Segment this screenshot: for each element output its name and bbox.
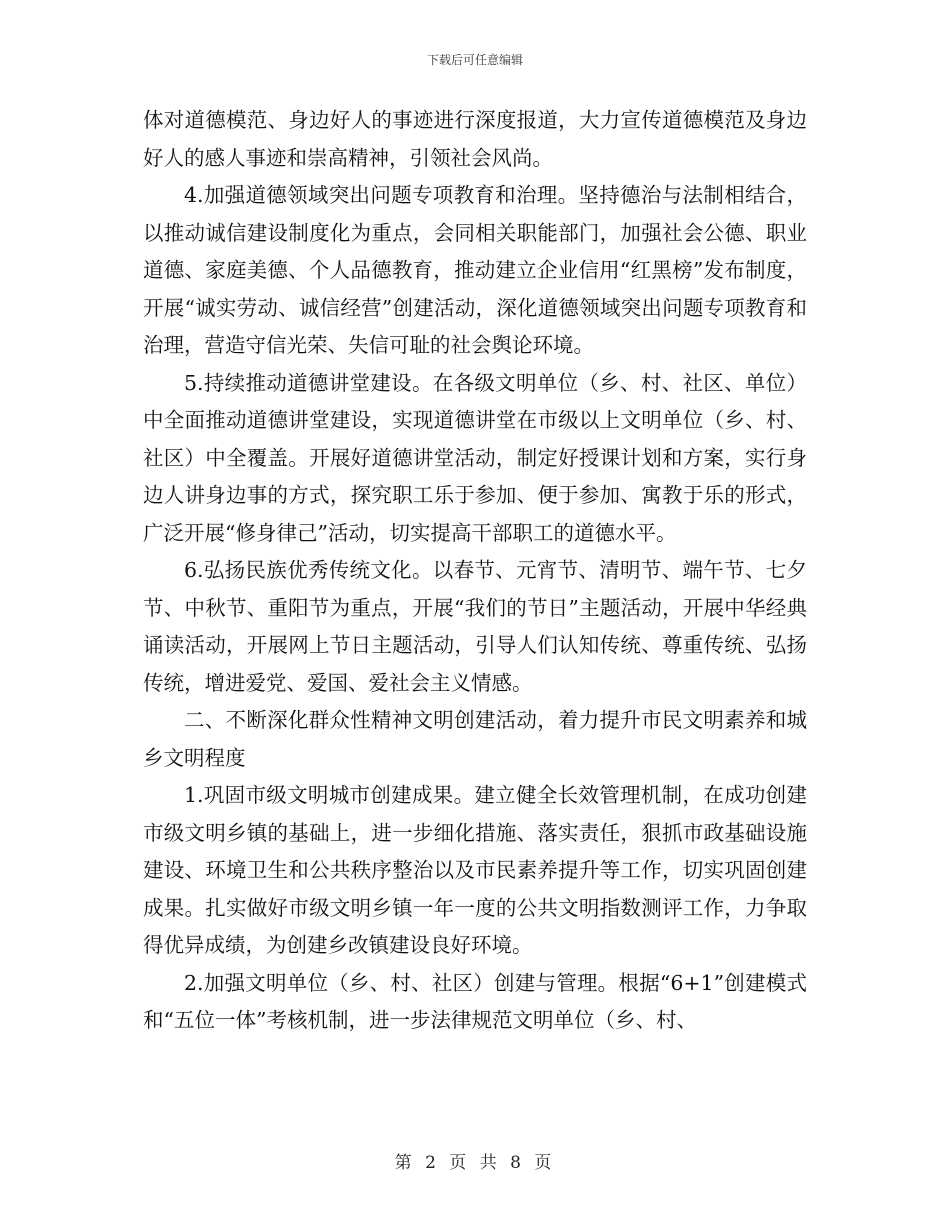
paragraph-section2-item-2: 2.加强文明单位（乡、村、社区）创建与管理。根据“6+1”创建模式和“五位一体”考核机制，进一步法律规范文明单位（乡、村、 bbox=[143, 970, 807, 1032]
paragraph-item-5: 5.持续推动道德讲堂建设。在各级文明单位（乡、村、社区、单位）中全面推动道德讲堂建设，实现道德讲堂在市级以上文明单位（乡、村、社区）中全覆盖。开展好道德讲堂活动，制定好授课计划和方案，实行身边人讲身边事的方式，探究职工乐于参加、便于参加、寓教于乐的形式，广泛开展“修身律己”活动，切实提高干部职工的道德水平。 bbox=[143, 370, 807, 545]
page-number-footer: 第 2 页 共 8 页 bbox=[394, 1153, 556, 1173]
section-heading-2: 二、不断深化群众性精神文明创建活动，着力提升市民文明素养和城乡文明程度 bbox=[143, 708, 807, 770]
page-header: 下载后可任意编辑 bbox=[426, 53, 523, 67]
document-body bbox=[143, 102, 807, 1040]
paragraph-continued: 体对道德模范、身边好人的事迹进行深度报道，大力宣传道德模范及身边好人的感人事迹和崇高精神，引领社会风尚。 bbox=[143, 108, 807, 170]
paragraph-item-4: 4.加强道德领域突出问题专项教育和治理。坚持德治与法制相结合，以推动诚信建设制度化为重点，会同相关职能部门，加强社会公德、职业道德、家庭美德、个人品德教育，推动建立企业信用“红黑榜”发布制度，开展“诚实劳动、诚信经营”创建活动，深化道德领域突出问题专项教育和治理，营造守信光荣、失信可耻的社会舆论环境。 bbox=[143, 183, 807, 357]
paragraph-item-6: 6.弘扬民族优秀传统文化。以春节、元宵节、清明节、端午节、七夕节、中秋节、重阳节为重点，开展“我们的节日”主题活动，开展中华经典诵读活动，开展网上节日主题活动，引导人们认知传统、尊重传统、弘扬传统，增进爱党、爱国、爱社会主义情感。 bbox=[143, 558, 807, 695]
paragraph-section2-item-1: 1.巩固市级文明城市创建成果。建立健全长效管理机制，在成功创建市级文明乡镇的基础上，进一步细化措施、落实责任，狠抓市政基础设施建设、环境卫生和公共秩序整治以及市民素养提升等工作，切实巩固创建成果。扎实做好市级文明乡镇一年一度的公共文明指数测评工作，力争取得优异成绩，为创建乡改镇建设良好环境。 bbox=[143, 783, 807, 957]
